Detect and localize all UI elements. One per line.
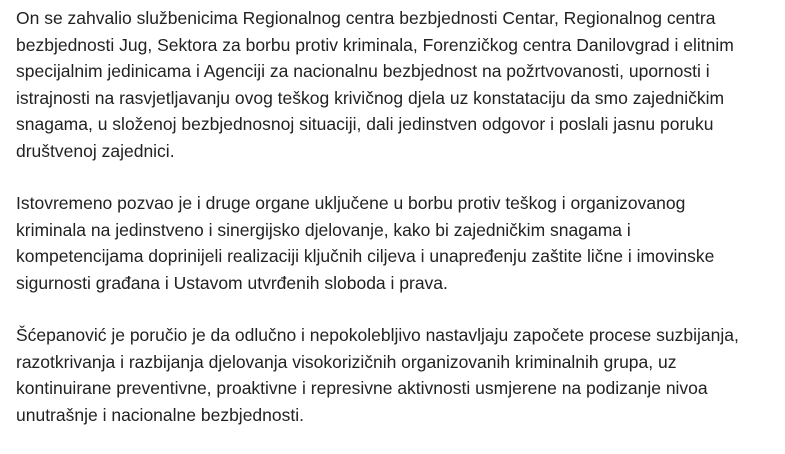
paragraph-line: društvenoj zajednici. [16, 140, 175, 161]
article-body [16, 5, 781, 454]
paragraph-line: kontinuirane preventivne, proaktivne i represivne aktivnosti usmjerene na podizanje nivoa [16, 378, 708, 398]
paragraph-line: razotkrivanja i razbijanja djelovanja visokorizičnih organizovanih kriminalnih grupa, uz [16, 351, 677, 372]
paragraph-line: kriminala na jedinstveno i sinergijsko djelovanje, kako bi zajedničkim snagama i [16, 219, 631, 240]
paragraph-line: kompetencijama doprinijeli realizaciji ključnih ciljeva i unapređenju zaštite lične i imovinske [16, 246, 715, 266]
paragraph-line: Šćepanović je poručio je da odlučno i nepokolebljivo nastavljaju započete procese suzbijanja, [16, 325, 739, 345]
paragraph-line: sigurnosti građana i Ustavom utvrđenih sloboda i prava. [16, 272, 448, 293]
paragraph-line: specijalnim jedinicama i Agenciji za nacionalnu bezbjednost na požrtvovanosti, upornosti i [16, 61, 710, 81]
paragraph-line: unutrašnje i nacionalne bezbjednosti. [16, 404, 304, 425]
paragraph-3 [16, 322, 781, 428]
paragraph-1 [16, 5, 781, 164]
paragraph-line: bezbjednosti Jug, Sektora za borbu protiv kriminala, Forenzičkog centra Danilovgrad i elitnim [16, 34, 734, 55]
paragraph-line: snagama, u složenoj bezbjednosnoj situaciji, dali jedinstven odgovor i poslali jasnu poruku [16, 114, 714, 134]
paragraph-2 [16, 190, 781, 296]
paragraph-line: On se zahvalio službenicima Regionalnog centra bezbjednosti Centar, Regionalnog centra [16, 8, 716, 28]
paragraph-line: Istovremeno pozvao je i druge organe uključene u borbu protiv teškog i organizovanog [16, 193, 686, 213]
paragraph-line: istrajnosti na rasvjetljavanju ovog teškog krivičnog djela uz konstataciju da smo zajedničkim [16, 87, 725, 108]
